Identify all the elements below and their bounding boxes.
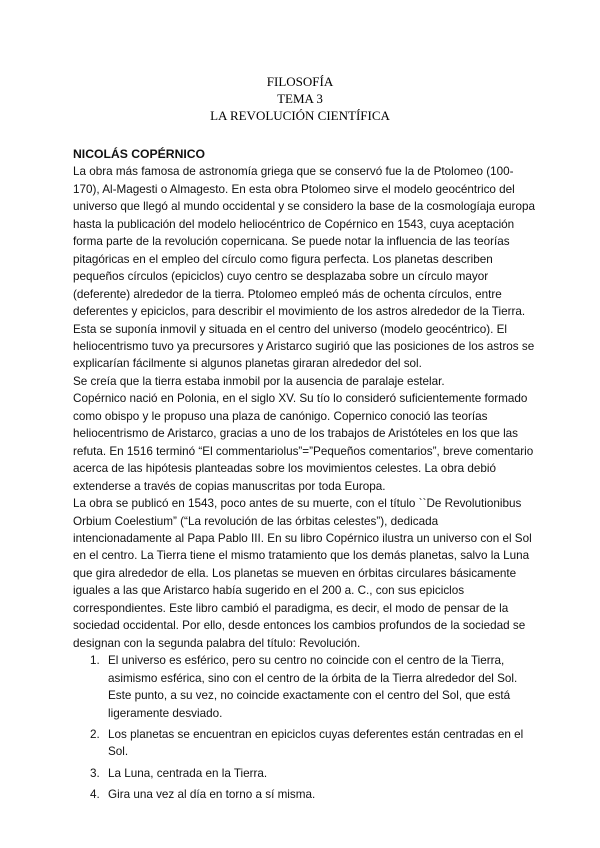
- list-item: [73, 786, 535, 803]
- unit-title: TEMA 3: [277, 91, 323, 106]
- list-item: [73, 652, 535, 722]
- list-item-text: Los planetas se encuentran en epiciclos cuyas deferentes están centradas en el Sol.: [108, 727, 524, 759]
- list-number: 4.: [90, 788, 100, 802]
- paragraph: La obra más famosa de astronomía griega que se conservó fue la de Ptolomeo (100-170), Al-Magesti o Almagesto. En esta obra Ptolomeo sirve el modelo geocéntrico del universo que llegó al mundo occidental y se considero la base de la cosmologíaja europa hasta la publicación del modelo heliocéntrico de Copérnico en 1543, cuya aceptación forma parte de la revolución copernicana. Se puede notar la influencia de las teorías pitagóricas en el empleo del círculo como figura perfecta. Los planetas describen pequeños círculos (epiciclos) cuyo centro se desplazaba sobre un círculo mayor (deferente) alrededor de la tierra. Ptolomeo empleó más de ochenta círculos, entre deferentes y epiciclos, para describir el movimiento de los astros alrededor de la Tierra. Esta se suponía inmovil y situada en el centro del universo (modelo geocéntrico). El heliocentrismo tuvo ya precursores y Aristarco sugirió que las posiciones de los astros se explicarían fácilmente si algunos planetas giraran alrededor del sol.: [73, 165, 535, 371]
- list-item: [73, 726, 535, 761]
- page-title: LA REVOLUCIÓN CIENTÍFICA: [210, 108, 390, 123]
- list-number: 1.: [90, 654, 100, 668]
- paragraph: Se creía que la tierra estaba inmobil por la ausencia de paralaje estelar.: [73, 374, 445, 388]
- section-heading: NICOLÁS COPÉRNICO: [73, 147, 206, 161]
- list-item-text: Gira una vez al día en torno a sí misma.: [108, 788, 316, 802]
- list-item-text: El universo es esférico, pero su centro no coincide con el centro de la Tierra, asimismo esférica, sino con el centro de la órbita de la Tierra alrededor del Sol. Este punto, a su vez, no coincide exactamente con el centro del Sol, que está ligeramente desviado.: [108, 654, 518, 720]
- paragraph: Copérnico nació en Polonia, en el siglo XV. Su tío lo consideró suficientemente formado como obispo y le propuso una plaza de canónigo. Copernico conoció las teorías heliocentrismo de Aristarco, gracias a uno de los trabajos de Aristóteles en los que las refuta. En 1516 terminó “El commentariolus”=”Pequeños comentarios”, breve comentario acerca de las hipótesis planteadas sobre los movimientos celestes. La obra debió extenderse a través de copias manuscritas por toda Europa.: [73, 392, 534, 493]
- list-number: 2.: [90, 727, 100, 741]
- subject-title: FILOSOFÍA: [266, 74, 334, 89]
- numbered-list: [73, 652, 535, 804]
- list-item: [73, 765, 535, 782]
- title-block: [0, 73, 600, 124]
- list-item-text: La Luna, centrada en la Tierra.: [108, 766, 268, 780]
- document-body: [73, 146, 535, 808]
- paragraph: La obra se publicó en 1543, poco antes de su muerte, con el título ``De Revolutionibus Orbium Coelestium” (“La revolución de las órbitas celestes”), dedicada intencionadamente al Papa Pablo III. En su libro Copérnico ilustra un universo con el Sol en el centro. La Tierra tiene el mismo tratamiento que los demás planetas, salvo la Luna que gira alrededor de ella. Los planetas se mueven en órbitas circulares básicamente iguales a las que Aristarco había sugerido en el 200 a. C., con sus epiciclos correspondientes. Este libro cambió el paradigma, es decir, el modo de pensar de la sociedad occidental. Por ello, desde entonces los cambios profundos de la sociedad se designan con la segunda palabra del título: Revolución.: [73, 497, 532, 650]
- list-number: 3.: [90, 766, 100, 780]
